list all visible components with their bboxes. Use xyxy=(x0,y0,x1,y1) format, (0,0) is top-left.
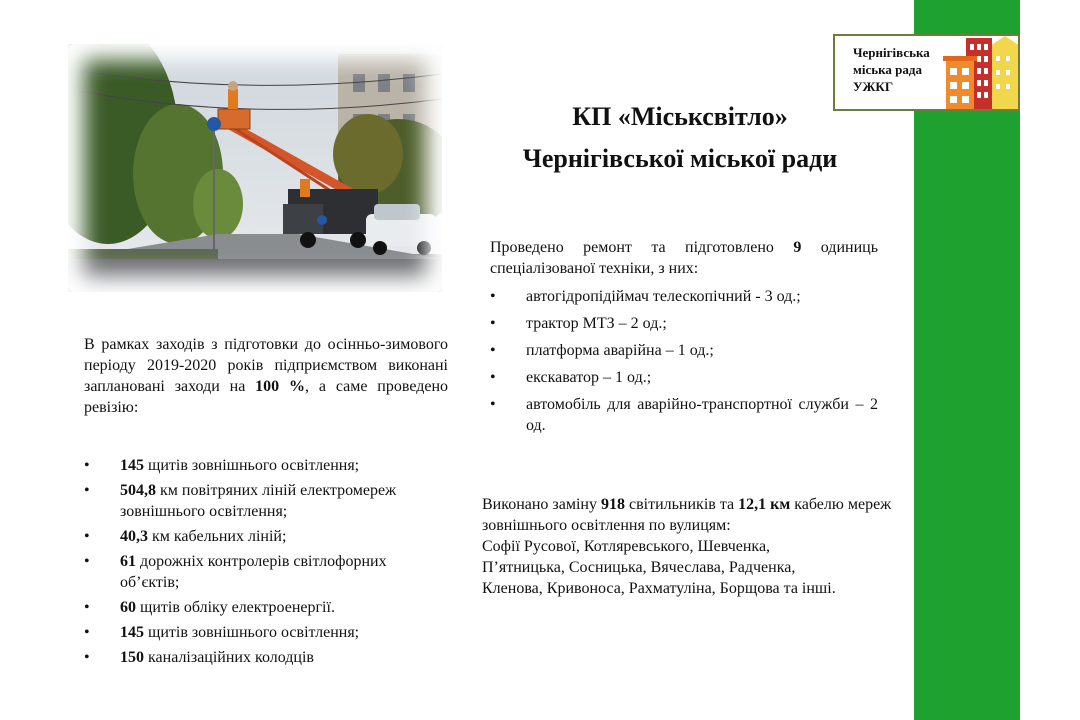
left-intro-paragraph xyxy=(84,334,448,418)
list-item: • автогідропідіймач телескопічний - 3 од.; xyxy=(490,286,878,307)
list-item xyxy=(84,480,448,522)
page-title xyxy=(470,96,890,180)
list-item xyxy=(84,647,448,668)
buildings-logo-icon xyxy=(940,36,1020,111)
left-revision-list xyxy=(84,455,448,672)
item-text: щитів обліку електроенергії. xyxy=(136,599,335,616)
item-number: 61 xyxy=(120,553,136,570)
title-line-1: КП «Міськсвітло» xyxy=(572,102,788,131)
item-text: км повітряних ліній електромереж зовнішнього освітлення; xyxy=(120,482,397,520)
right-intro-a: Проведено ремонт та підготовлено xyxy=(490,239,794,256)
item-number: 60 xyxy=(120,599,136,616)
bottom-bold-count: 918 xyxy=(600,496,625,513)
item-text: щитів зовнішнього освітлення; xyxy=(144,457,360,474)
logo-line-1: Чернігівська xyxy=(853,45,930,60)
bottom-text-a: Виконано заміну xyxy=(482,496,601,513)
item-number: 145 xyxy=(120,624,144,641)
left-intro-b: , а саме проведено ревізію: xyxy=(84,378,449,416)
logo-line-2: міська рада xyxy=(853,62,922,77)
item-number: 40,3 xyxy=(120,528,148,545)
item-text: км кабельних ліній; xyxy=(148,528,287,545)
bottom-bold-km: 12,1 км xyxy=(738,496,791,513)
right-intro-bold: 9 xyxy=(793,239,802,256)
bottom-text-b: світильників та xyxy=(624,496,739,513)
title-line-2: Чернігівської міської ради xyxy=(522,144,838,173)
right-intro-b: одиниць спеціалізованої техніки, з них: xyxy=(490,239,878,277)
logo-line-3: УЖКГ xyxy=(853,79,894,94)
bottom-text-c: кабелю мереж зовнішнього освітлення по вулицям: xyxy=(482,496,892,534)
list-item xyxy=(84,526,448,547)
item-text: каналізаційних колодців xyxy=(144,649,314,666)
list-item xyxy=(84,551,448,593)
list-item xyxy=(84,622,448,643)
item-number: 504,8 xyxy=(120,482,156,499)
item-text: дорожніх контролерів світлофорних об’єктів; xyxy=(120,553,387,591)
logo-text xyxy=(853,44,930,95)
item-text: щитів зовнішнього освітлення; xyxy=(144,624,360,641)
left-intro-bold: 100 % xyxy=(255,378,306,395)
streets-line-3: Кленова, Кривоноса, Рахматуліна, Борщова та інші. xyxy=(482,580,836,597)
list-item: • платформа аварійна – 1 од.; xyxy=(490,340,878,361)
streets-line-1: Софії Русової, Котляревського, Шевченка, xyxy=(482,538,771,555)
list-item: • трактор МТЗ – 2 од.; xyxy=(490,313,878,334)
left-intro-a: В рамках заходів з підготовки до осінньо-зимового періоду 2019-2020 років підприємством виконані заплановані заходи на xyxy=(84,336,448,395)
replacement-paragraph xyxy=(482,494,912,599)
list-item: • автомобіль для аварійно-транспортної служби – 2 од. xyxy=(490,394,878,436)
item-number: 145 xyxy=(120,457,144,474)
list-item: • екскаватор – 1 од.; xyxy=(490,367,878,388)
right-intro-paragraph xyxy=(490,237,878,279)
aerial-lift-truck-photo-illustration xyxy=(68,44,442,292)
street-lighting-photo xyxy=(68,44,442,292)
list-item xyxy=(84,597,448,618)
right-equipment-list xyxy=(490,286,878,442)
streets-line-2: П’ятницька, Сосницька, Вячеслава, Радченка, xyxy=(482,559,796,576)
item-number: 150 xyxy=(120,649,144,666)
list-item xyxy=(84,455,448,476)
